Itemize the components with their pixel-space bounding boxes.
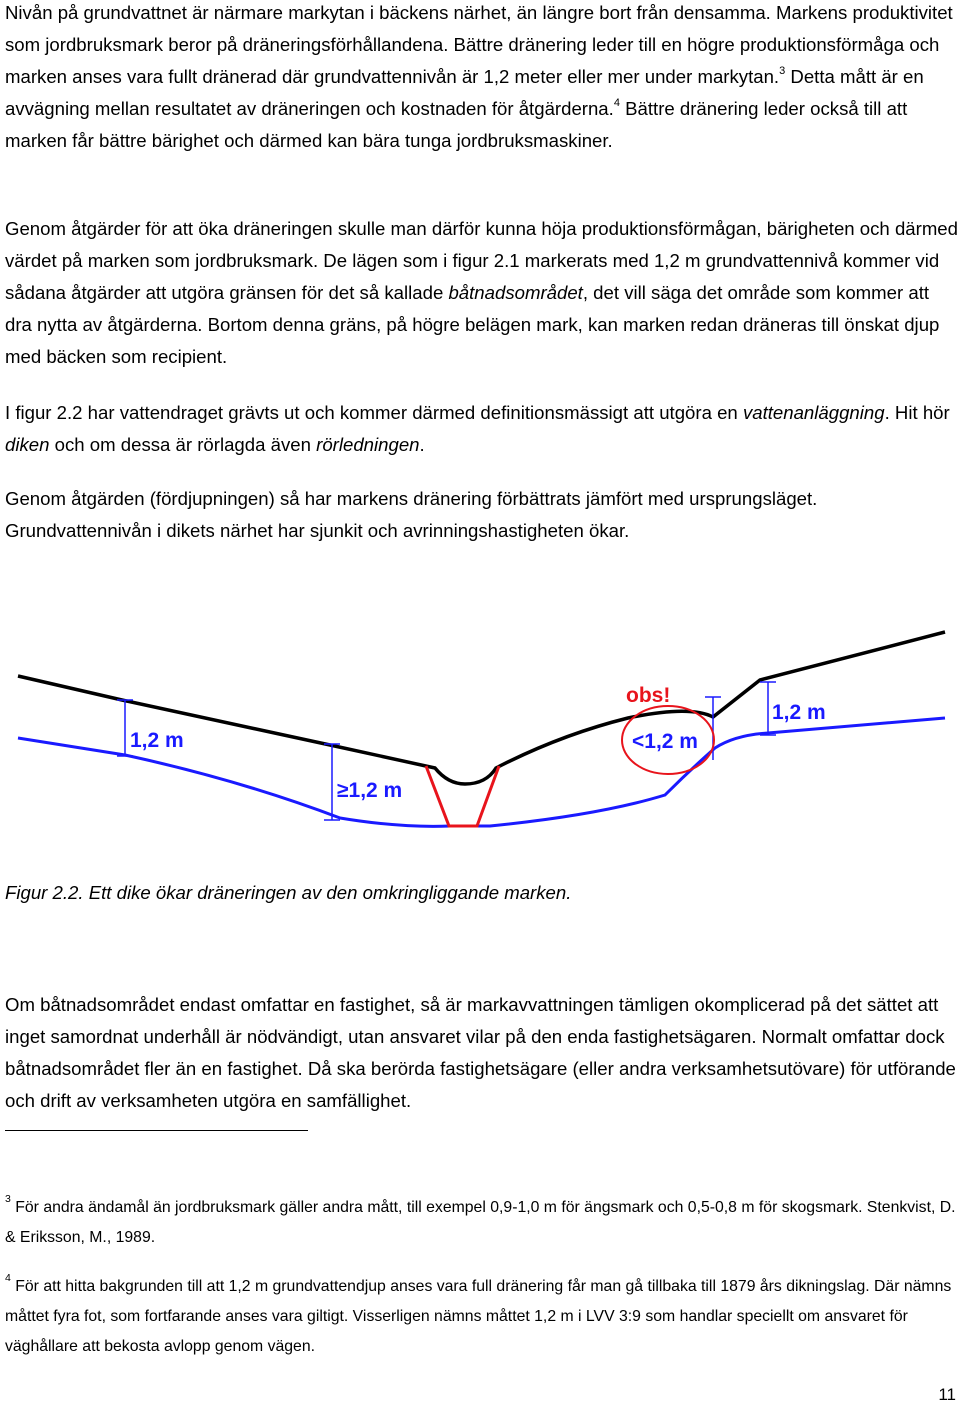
paragraph4-line1: Genom åtgärden (fördjupningen) så har markens dränering förbättrats jämfört med ursprungsläget. [5, 488, 818, 509]
footnote-3 [5, 1193, 960, 1253]
paragraph1-part2: Detta mått är en avvägning mellan resultatet av dräneringen och kostnaden för åtgärderna. [5, 66, 924, 119]
paragraph3-part1: I figur 2.2 har vattendraget grävts ut och kommer därmed definitionsmässigt att utgöra en [5, 402, 743, 423]
paragraph2-part2: , det vill säga det område som kommer att dra nytta av åtgärderna. Bortom denna gräns, på högre belägen mark, kan marken redan dräneras till önskat djup med bäcken som recipient. [5, 282, 940, 367]
depth-marker-obs [705, 697, 721, 760]
ditch-drainage-figure [0, 620, 960, 860]
footnote-4-text: För att hitta bakgrunden till att 1,2 m grundvattendjup anses vara full dränering får man gå tillbaka till 1879 års dikningslag. Där nämns måttet fyra fot, som fortfarande anses vara giltigt. Visserligen nämns måttet 1,2 m i LVV 3:9 som handlar speciellt om ansvaret för väghållare att bekosta avlopp genom vägen. [5, 1278, 952, 1355]
paragraph-atgarden [5, 483, 960, 547]
paragraph-vattenanlaggning [5, 397, 960, 461]
paragraph1-part1: Nivån på grundvattnet är närmare markytan i bäckens närhet, än längre bort från densamma. Markens produktivitet som jordbruksmark beror på dräneringsförhållandena. Bättre dränering leder till en högre produktionsförmåga och marken anses vara fullt dränerad där grundvattennivån är 1,2 meter eller mer under markytan. [5, 2, 953, 87]
label-circle-depth: <1,2 m [632, 730, 698, 753]
footnote-ref-3[interactable]: 3 [779, 64, 786, 77]
footnote-4-mark: 4 [5, 1271, 11, 1284]
paragraph2-part1: Genom åtgärder för att öka dräneringen skulle man därför kunna höja produktionsförmågan, bärigheten och därmed värdet på marken som jordbruksmark. De lägen som i figur 2.1 markerats med 1,2 m grundvattennivå kommer vid sådana åtgärder att utgöra gränsen för det så kallade [5, 218, 958, 303]
paragraph3-italic-vattenanlaggning: vattenanläggning [742, 402, 885, 423]
label-right-depth: 1,2 m [772, 701, 826, 724]
label-center-depth: ≥1,2 m [337, 779, 403, 802]
paragraph-samfallighet: Om båtnadsområdet endast omfattar en fastighet, så är markavvattningen tämligen okomplicerad på det sättet att inget samordnat underhåll är nödvändigt, utan ansvaret vilar på den enda fastighetsägaren. Normalt omfattar dock båtnadsområdet fler än en fastighet. Då ska berörda fastighetsägare (eller andra verksamhetsutövare) för utförande och drift av verksamheten utgöra en samfällighet. [5, 994, 956, 1111]
paragraph4-line2: Grundvattennivån i dikets närhet har sjunkit och avrinningshastigheten ökar. [5, 520, 630, 541]
paragraph-batnad [5, 213, 960, 373]
paragraph2-italic-batnadsomradet: båtnadsområdet [448, 282, 583, 303]
paragraph3-part2: . Hit hör [884, 402, 950, 423]
footnote-3-text: För andra ändamål än jordbruksmark gäller andra mått, till exempel 0,9-1,0 m för ängsmark och 0,5-0,8 m för skogsmark. Stenkvist, D. & Eriksson, M., 1989. [5, 1199, 956, 1246]
paragraph3-part3: och om dessa är rörlagda även [49, 434, 317, 455]
paragraph3-italic-diken: diken [5, 434, 50, 455]
paragraph3-italic-rorledningen: rörledningen [316, 434, 420, 455]
footnote-ref-4[interactable]: 4 [613, 96, 620, 109]
footnote-separator [5, 1130, 308, 1131]
paragraph1-part3: Bättre dränering leder också till att marken får bättre bärighet och därmed kan bära tunga jordbruksmaskiner. [5, 98, 908, 151]
paragraph-drainage-intro [5, 0, 960, 157]
footnote-4 [5, 1272, 960, 1362]
paragraph3-part4: . [419, 434, 425, 455]
footnote-3-mark: 3 [5, 1192, 11, 1205]
label-left-depth: 1,2 m [130, 729, 184, 752]
page-number: 11 [938, 1385, 956, 1404]
figure-caption: Figur 2.2. Ett dike ökar dräneringen av den omkringliggande marken. [5, 882, 572, 903]
label-obs: obs! [626, 684, 671, 707]
